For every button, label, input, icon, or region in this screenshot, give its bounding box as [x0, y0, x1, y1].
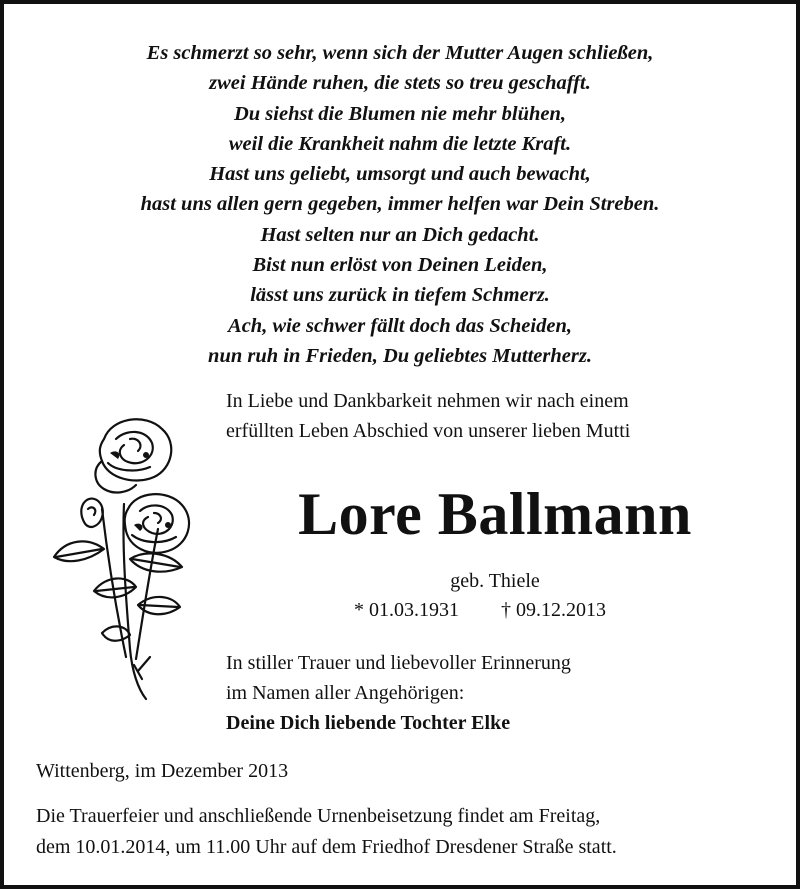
deceased-name: Lore Ballmann	[298, 481, 692, 547]
intro-text	[226, 386, 630, 446]
birth-date: * 01.03.1931	[354, 599, 459, 621]
poem-line: Es schmerzt so sehr, wenn sich der Mutter Augen schließen,	[146, 42, 654, 64]
poem-line: Du siehst die Blumen nie mehr blühen,	[233, 102, 567, 125]
mourning-block	[226, 648, 571, 738]
funeral-line: dem 10.01.2014, um 11.00 Uhr auf dem Friedhof Dresdener Straße statt.	[36, 835, 617, 858]
mourning-line: In stiller Trauer und liebevoller Erinnerung	[226, 652, 571, 674]
poem	[4, 38, 796, 371]
place-date: Wittenberg, im Dezember 2013	[36, 760, 289, 782]
poem-line: Ach, wie schwer fällt doch das Scheiden,	[228, 314, 572, 337]
poem-line: Hast uns geliebt, umsorgt und auch bewacht,	[209, 163, 591, 186]
poem-line: nun ruh in Frieden, Du geliebtes Mutterherz.	[208, 344, 592, 367]
signature: Deine Dich liebende Tochter Elke	[226, 712, 511, 734]
poem-line: Hast selten nur an Dich gedacht.	[260, 223, 540, 246]
mourning-line: im Namen aller Angehörigen:	[226, 682, 465, 704]
poem-line: Bist nun erlöst von Deinen Leiden,	[252, 254, 548, 277]
intro-line: erfüllten Leben Abschied von unserer lieben Mutti	[226, 420, 631, 442]
poem-line: zwei Hände ruhen, die stets so treu geschafft.	[209, 72, 591, 95]
poem-line: hast uns allen gern gegeben, immer helfen war Dein Streben.	[140, 193, 660, 216]
death-date: † 09.12.2013	[501, 599, 606, 621]
birth-name: geb. Thiele	[450, 570, 540, 592]
life-dates	[354, 596, 606, 624]
poem-line: lässt uns zurück in tiefem Schmerz.	[250, 284, 550, 307]
funeral-info	[36, 801, 617, 862]
poem-line: weil die Krankheit nahm die letzte Kraft.	[228, 132, 572, 155]
rose-illustration-icon	[46, 409, 208, 709]
funeral-line: Die Trauerfeier und anschließende Urnenbeisetzung findet am Freitag,	[36, 805, 601, 827]
intro-line: In Liebe und Dankbarkeit nehmen wir nach einem	[226, 390, 629, 412]
